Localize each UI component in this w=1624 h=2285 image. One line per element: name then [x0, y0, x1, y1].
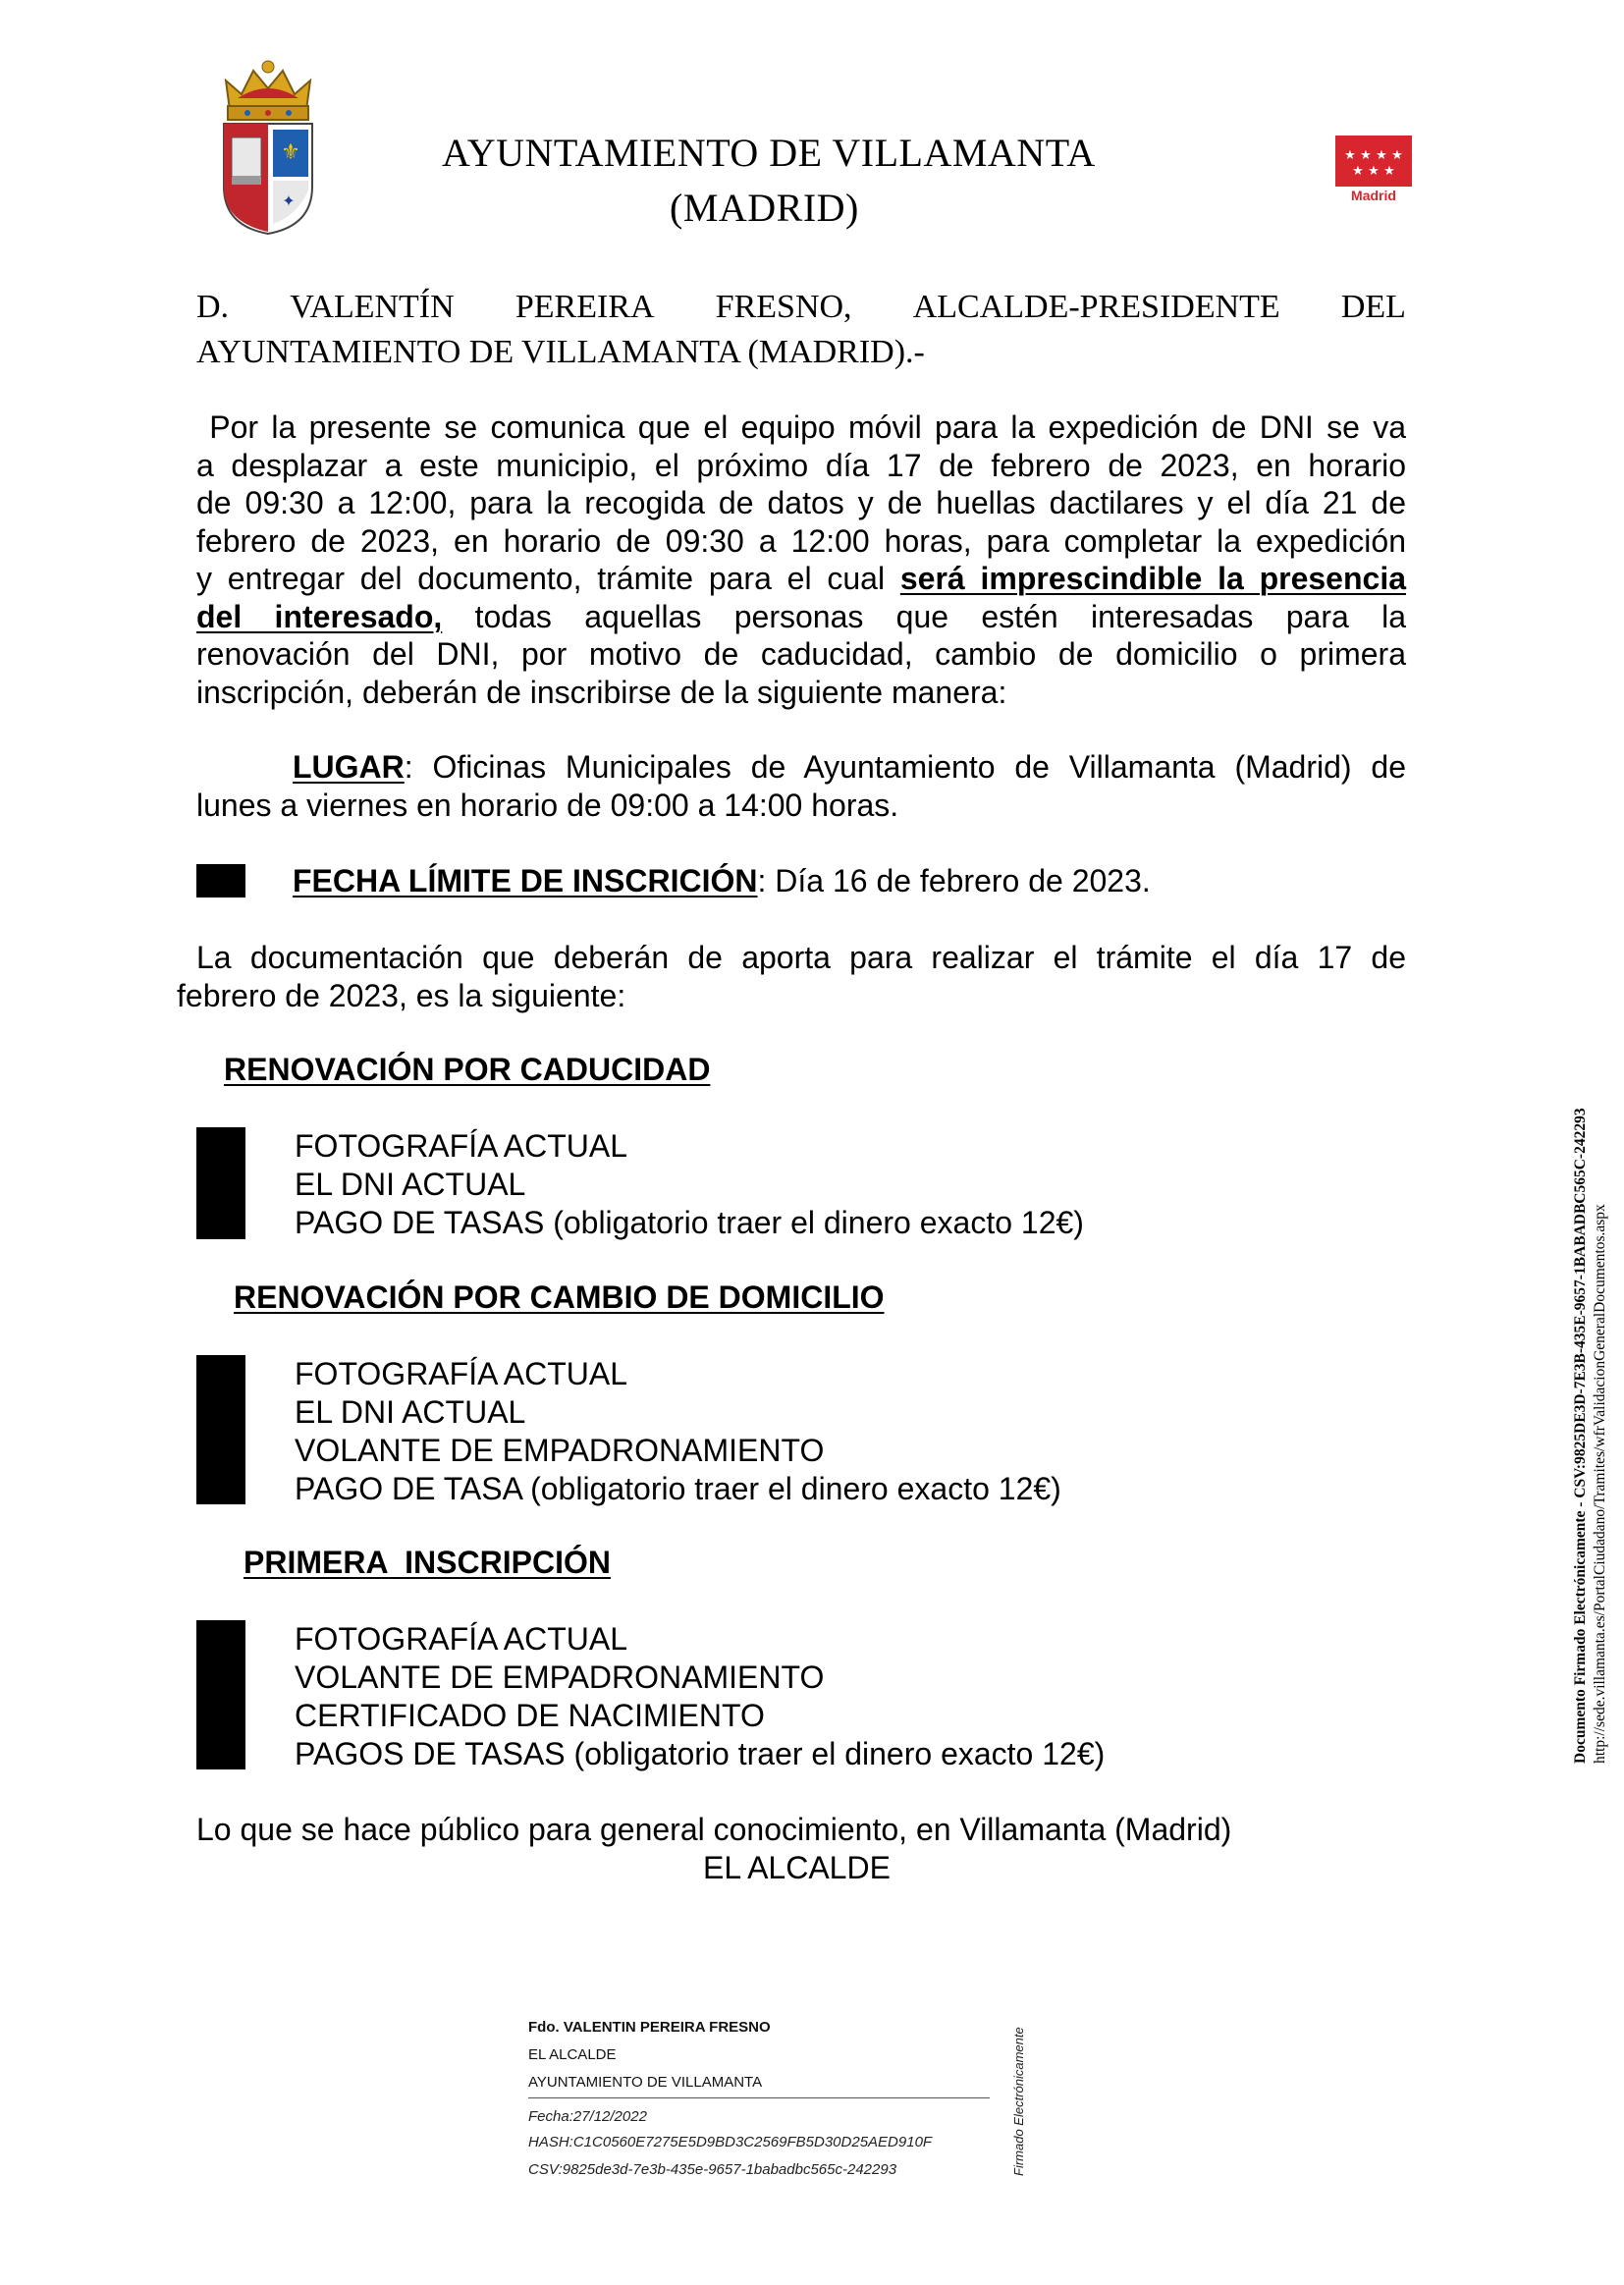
- lugar-line: [196, 748, 1406, 787]
- list-item: PAGO DE TASAS (obligatorio traer el dinero exacto 12€): [295, 1205, 1084, 1240]
- svg-text:★: ★: [1376, 148, 1387, 163]
- svg-text:★: ★: [1360, 148, 1372, 163]
- redaction-bar: [196, 1355, 245, 1504]
- mayor-heading-line2: AYUNTAMIENTO DE VILLAMANTA (MADRID).-: [196, 334, 925, 370]
- list-item: PAGO DE TASA (obligatorio traer el dinero exacto 12€): [295, 1471, 1061, 1506]
- list-item: EL DNI ACTUAL: [295, 1394, 526, 1430]
- deadline-line: [293, 862, 1151, 900]
- svg-text:⚜: ⚜: [281, 140, 300, 165]
- paragraph-line: [196, 598, 1406, 636]
- paragraph-line: de 09:30 a 12:00, para la recogida de datos y de huellas dactilares y el día 21 de: [196, 485, 1406, 520]
- side-note-line1: Documento Firmado Electrónicamente - CSV:9825DE3D-7E3B-435E-9657-1BABADBC565C-242293: [1572, 1108, 1589, 1764]
- signature-block: [528, 2019, 990, 2185]
- signature-date: Fecha:27/12/2022: [528, 2108, 647, 2125]
- lugar-text: : Oficinas Municipales de Ayuntamiento de Villamanta (Madrid) de: [404, 749, 1406, 785]
- heading-word: DEL: [1340, 289, 1406, 325]
- lugar-line2: lunes a viernes en horario de 09:00 a 14:00 horas.: [196, 787, 899, 823]
- list-item: VOLANTE DE EMPADRONAMIENTO: [295, 1433, 825, 1468]
- heading-word: ALCALDE-PRESIDENTE: [912, 289, 1280, 325]
- list-item: PAGOS DE TASAS (obligatorio traer el dinero exacto 12€): [295, 1736, 1106, 1771]
- paragraph-line: renovación del DNI, por motivo de caducidad, cambio de domicilio o primera: [196, 636, 1406, 672]
- redaction-bar: [196, 1620, 245, 1769]
- svg-text:★: ★: [1352, 164, 1364, 179]
- page-title-line2: (MADRID): [670, 186, 859, 230]
- lugar-label: LUGAR: [293, 749, 405, 785]
- paragraph-text: y entregar del documento, trámite para el cual: [196, 561, 900, 596]
- list-item: EL DNI ACTUAL: [295, 1167, 526, 1202]
- svg-text:★: ★: [1344, 148, 1356, 163]
- paragraph-line: Por la presente se comunica que el equipo móvil para la expedición de DNI se va: [196, 409, 1406, 445]
- list-item: FOTOGRAFÍA ACTUAL: [295, 1356, 628, 1391]
- svg-text:✦: ✦: [282, 191, 296, 210]
- deadline-text: : Día 16 de febrero de 2023.: [757, 863, 1151, 898]
- mayor-heading-line1: [196, 289, 1406, 326]
- signature-csv: CSV:9825de3d-7e3b-435e-9657-1babadbc565c-242293: [528, 2161, 897, 2178]
- section-title-caducidad: RENOVACIÓN POR CADUCIDAD: [224, 1052, 711, 1087]
- signer-role: EL ALCALDE: [528, 2046, 617, 2063]
- emphasis-text: será imprescindible la presencia: [899, 561, 1407, 596]
- heading-word: PEREIRA: [514, 289, 655, 325]
- signature-vertical-label: Firmado Electrónicamente: [1011, 2027, 1026, 2176]
- closing-signer: EL ALCALDE: [703, 1850, 891, 1885]
- heading-word: D.: [196, 289, 230, 325]
- madrid-logo-text: Madrid: [1351, 188, 1396, 203]
- signer-name: Fdo. VALENTIN PEREIRA FRESNO: [528, 2019, 771, 2036]
- madrid-community-logo: [1335, 136, 1412, 204]
- section-title-primera-inscripcion: PRIMERA INSCRIPCIÓN: [244, 1545, 611, 1580]
- paragraph-line: [196, 560, 1406, 598]
- documentation-paragraph: [177, 939, 1406, 1014]
- deadline-label: FECHA LÍMITE DE INSCRICIÓN: [293, 863, 758, 898]
- list-item: CERTIFICADO DE NACIMIENTO: [295, 1698, 765, 1733]
- intro-paragraph: [196, 408, 1406, 711]
- list-item: VOLANTE DE EMPADRONAMIENTO: [295, 1659, 825, 1695]
- paragraph-line: febrero de 2023, es la siguiente:: [177, 977, 626, 1013]
- paragraph-line: febrero de 2023, en horario de 09:30 a 12:00 horas, para completar la expedición: [196, 522, 1406, 559]
- side-note-line2: http://sede.villamanta.es/PortalCiudadano/Tramites/wfrValidacionGeneralDocumentos.aspx: [1592, 1204, 1608, 1764]
- paragraph-line: inscripción, deberán de inscribirse de la siguiente manera:: [196, 674, 1007, 710]
- emphasis-text: del interesado,: [196, 598, 443, 634]
- page-title-line1: AYUNTAMIENTO DE VILLAMANTA: [442, 131, 1096, 175]
- heading-word: VALENTÍN: [290, 289, 455, 325]
- section-title-cambio-domicilio: RENOVACIÓN POR CAMBIO DE DOMICILIO: [234, 1279, 885, 1315]
- redaction-bar: [196, 1127, 245, 1239]
- closing-line: Lo que se hace público para general conocimiento, en Villamanta (Madrid): [196, 1812, 1232, 1847]
- svg-text:★: ★: [1368, 164, 1380, 179]
- paragraph-line: La documentación que deberán de aporta para realizar el trámite el día 17 de: [196, 940, 1406, 975]
- signature-hash: HASH:C1C0560E7275E5D9BD3C2569FB5D30D25AED910F: [528, 2134, 933, 2150]
- coat-of-arms-logo: [218, 59, 318, 236]
- heading-word: FRESNO,: [715, 289, 852, 325]
- list-item: FOTOGRAFÍA ACTUAL: [295, 1128, 628, 1164]
- side-validation-note: [1571, 939, 1610, 1764]
- redaction-bar: [196, 864, 245, 898]
- paragraph-text: todas aquellas personas que estén interesadas para la: [442, 598, 1407, 634]
- list-item: FOTOGRAFÍA ACTUAL: [295, 1621, 628, 1657]
- paragraph-line: a desplazar a este municipio, el próximo día 17 de febrero de 2023, en horario: [196, 447, 1406, 483]
- svg-text:★: ★: [1391, 148, 1403, 163]
- svg-text:★: ★: [1383, 164, 1395, 179]
- signer-org: AYUNTAMIENTO DE VILLAMANTA: [528, 2074, 990, 2098]
- lugar-block: [196, 748, 1406, 824]
